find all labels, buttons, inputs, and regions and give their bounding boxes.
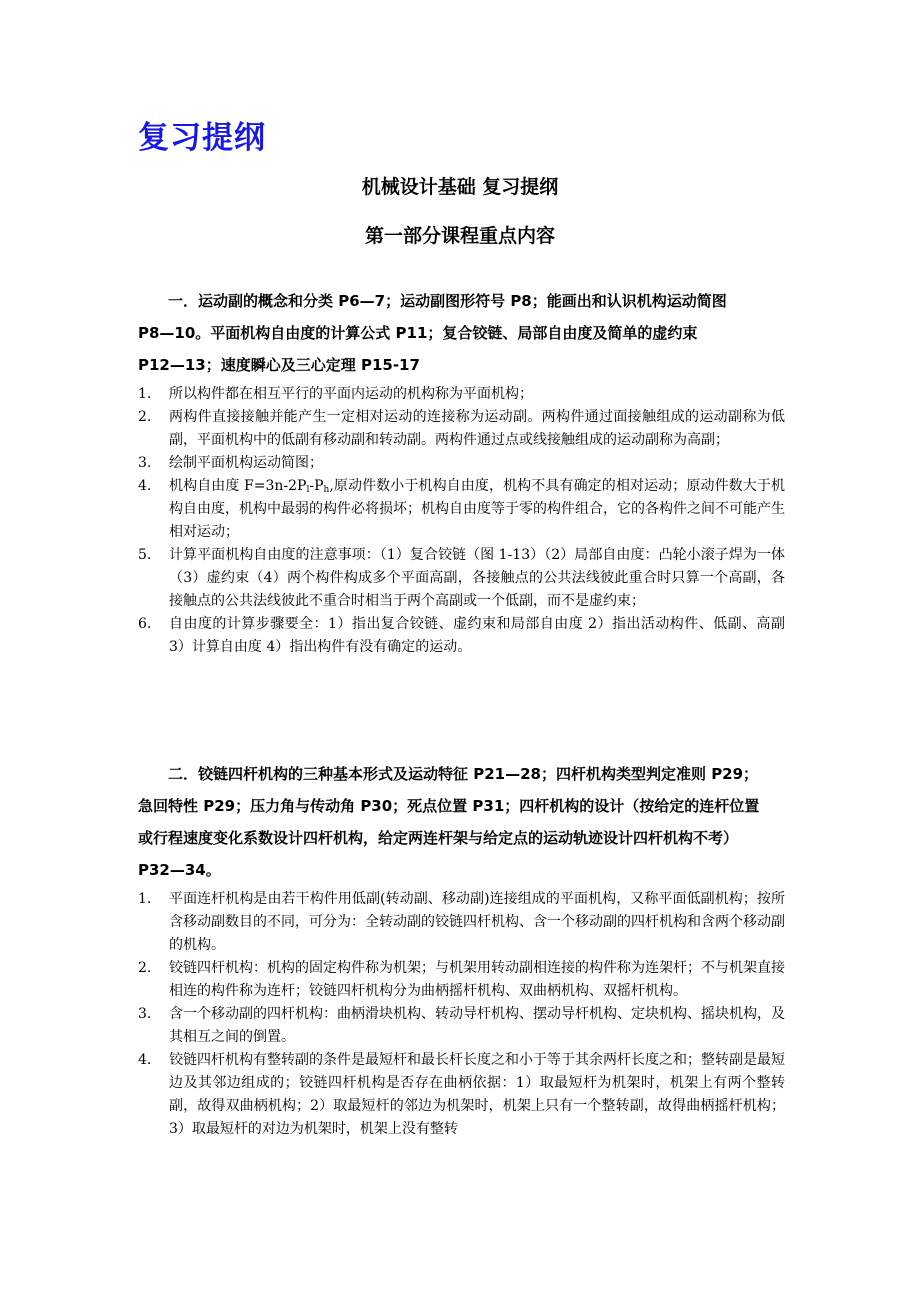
- formula-subscript: l: [306, 485, 310, 495]
- list-item-number: 1.: [138, 891, 152, 907]
- list-item-number: 6.: [138, 616, 152, 632]
- formula-subscript: h: [323, 485, 330, 495]
- list-item-number: 5.: [138, 547, 152, 563]
- list-item-text: 计算平面机构自由度的注意事项：（1）复合铰链（图 1-13）（2）局部自由度：凸轮小滚子焊为一体（3）虚约束（4）两个构件构成多个平面高副，各接触点的公共法线彼此重合时只算一个高副，各接触点的公共法线彼此不重合时相当于两个高副或一个低副，而不是虚约束；: [169, 547, 785, 609]
- part-heading: 第一部分课程重点内容: [364, 225, 555, 247]
- list-item: [138, 406, 785, 452]
- list-item-text: 含一个移动副的四杆机构：曲柄滑块机构、转动导杆机构、摆动导杆机构、定块机构、摇块机构，及其相互之间的倒置。: [169, 1006, 785, 1045]
- section-2-heading-line: P32—34。: [138, 861, 221, 879]
- document-subtitle: 机械设计基础 复习提纲: [361, 176, 559, 198]
- list-item-text: 铰链四杆机构有整转副的条件是最短杆和最长杆长度之和小于等于其余两杆长度之和；整转副是最短边及其邻边组成的；铰链四杆机构是否存在曲柄依据：1）取最短杆为机架时，机架上有两个整转副，故得双曲柄机构；2）取最短杆的邻边为机架时，机架上只有一个整转副，故得曲柄摇杆机构；3）取最短杆的对边为机架时，机架上没有整转: [169, 1052, 785, 1137]
- list-item: [138, 1049, 785, 1141]
- section-1-heading: [138, 285, 783, 381]
- list-item: [138, 613, 785, 659]
- section-1-list: [138, 383, 785, 659]
- list-item-text: 绘制平面机构运动简图；: [169, 455, 323, 471]
- list-item: [138, 452, 785, 475]
- list-item-number: 2.: [138, 409, 152, 425]
- formula-text: 机构自由度 F=3n-2P: [169, 478, 307, 494]
- list-item-number: 3.: [138, 455, 152, 471]
- list-item-text: 所以构件都在相互平行的平面内运动的机构称为平面机构；: [169, 386, 533, 402]
- list-item-number: 4.: [138, 1052, 152, 1068]
- section-2-heading-line: 或行程速度变化系数设计四杆机构，给定两连杆架与给定点的运动轨迹设计四杆机构不考）: [138, 829, 739, 847]
- section-1-heading-line: P12—13；速度瞬心及三心定理 P15-17: [138, 356, 420, 374]
- list-item-number: 4.: [138, 478, 152, 494]
- section-2-heading: [138, 758, 783, 886]
- formula-text: -P: [309, 478, 324, 494]
- list-item-text: 平面连杆机构是由若干构件用低副(转动副、移动副)连接组成的平面机构，又称平面低副机构；按所含移动副数目的不同，可分为：全转动副的铰链四杆机构、含一个移动副的四杆机构和含两个移动副的机构。: [169, 891, 785, 953]
- document-title: 复习提纲: [138, 120, 266, 156]
- list-item: [138, 1003, 785, 1049]
- list-item-number: 3.: [138, 1006, 152, 1022]
- list-item: [138, 383, 785, 406]
- list-item: [138, 475, 785, 544]
- list-item-text: 两构件直接接触并能产生一定相对运动的连接称为运动副。两构件通过面接触组成的运动副称为低副，平面机构中的低副有移动副和转动副。两构件通过点或线接触组成的运动副称为高副；: [169, 409, 785, 448]
- list-item: [138, 544, 785, 613]
- list-item-text-rest: ,原动件数小于机构自由度，机构不具有确定的相对运动；原动件数大于机构自由度，机构中最弱的构件必将损坏；机构自由度等于零的构件组合，它的各构件之间不可能产生相对运动；: [169, 478, 785, 540]
- section-1-heading-line: 一．运动副的概念和分类 P6—7；运动副图形符号 P8；能画出和认识机构运动简图: [168, 292, 727, 310]
- list-item-number: 1.: [138, 386, 152, 402]
- section-2-heading-line: 急回特性 P29；压力角与传动角 P30；死点位置 P31；四杆机构的设计（按给定的连杆位置: [138, 797, 760, 815]
- section-2-list: [138, 888, 785, 1141]
- list-item-text: 铰链四杆机构：机构的固定构件称为机架；与机架用转动副相连接的构件称为连架杆；不与机架直接相连的构件称为连杆；铰链四杆机构分为曲柄摇杆机构、双曲柄机构、双摇杆机构。: [169, 960, 785, 999]
- section-2-heading-line: 二．铰链四杆机构的三种基本形式及运动特征 P21—28；四杆机构类型判定准则 P29；: [168, 765, 759, 783]
- list-item-number: 2.: [138, 960, 152, 976]
- section-1-heading-line: P8—10。平面机构自由度的计算公式 P11；复合铰链、局部自由度及简单的虚约束: [138, 324, 698, 342]
- list-item-text: [169, 475, 785, 544]
- list-item: [138, 957, 785, 1003]
- list-item-text: 自由度的计算步骤要全：1）指出复合铰链、虚约束和局部自由度 2）指出活动构件、低副、高副 3）计算自由度 4）指出构件有没有确定的运动。: [169, 616, 785, 655]
- list-item: [138, 888, 785, 957]
